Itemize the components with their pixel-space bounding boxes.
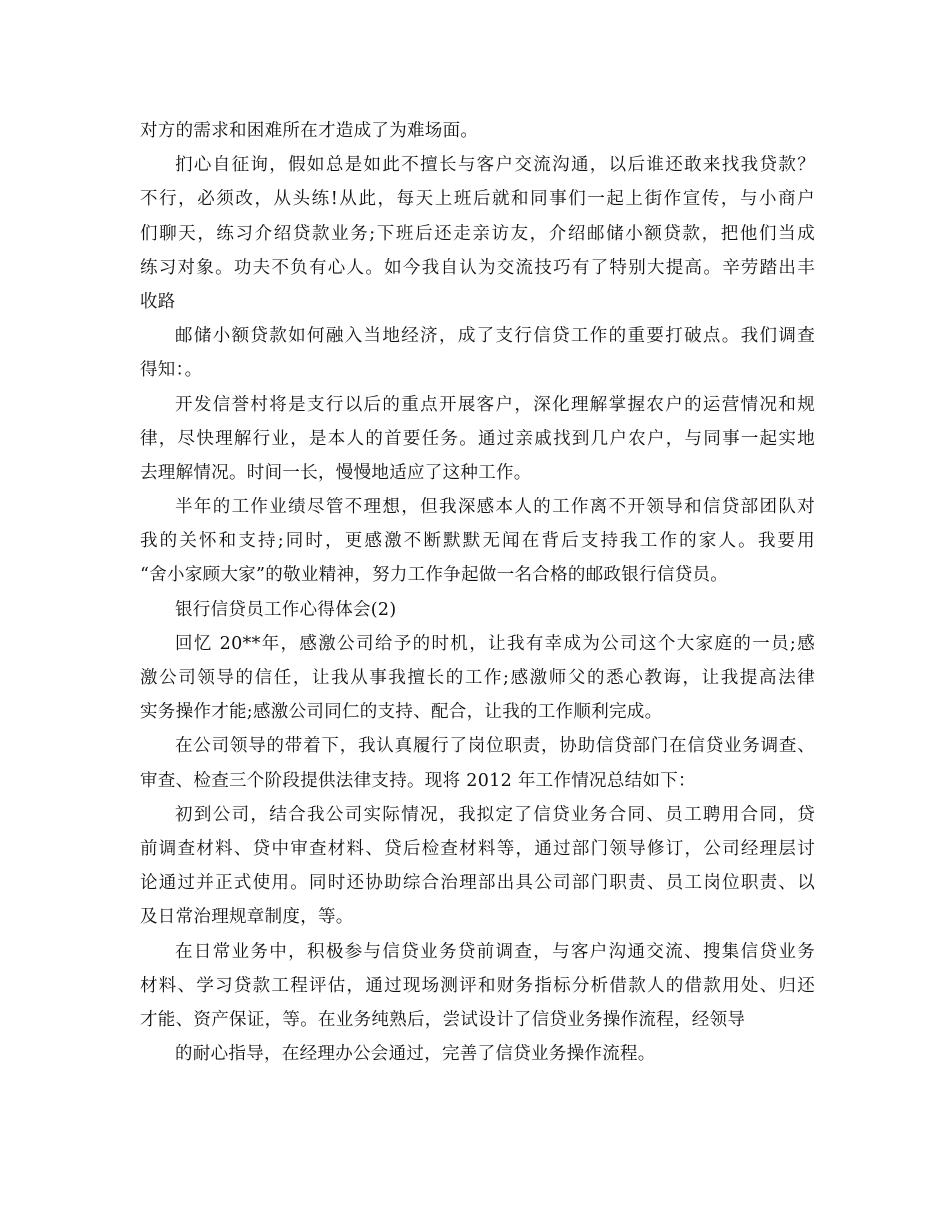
text-line: 审查、检查三个阶段提供法律支持。现将 2012 年工作情况总结如下： [140, 770, 696, 791]
text-line: 我的关怀和支持;同时，更感激不断默默无闻在背后支持我工作的家人。我要用 [140, 531, 815, 552]
text-line: 律，尽快理解行业，是本人的首要任务。通过亲戚找到几户农户，与同事一起实地 [140, 428, 815, 449]
text-line: 激公司领导的信任，让我从事我擅长的工作;感激师父的悉心教诲，让我提高法律 [140, 668, 815, 688]
text-line: 回忆 20**年，感激公司给予的时机，让我有幸成为公司这个大家庭的一员;感 [175, 633, 815, 654]
text-line: 在公司领导的带着下，我认真履行了岗位职责，协助信贷部门在信贷业务调查、 [175, 736, 815, 757]
text-line: 练习对象。功夫不负有心人。如今我自认为交流技巧有了特别大提高。辛劳踏出丰 [140, 257, 815, 278]
text-line: 论通过并正式使用。同时还协助综合治理部出具公司部门职责、员工岗位职责、以 [140, 873, 815, 894]
text-line: “舍小家顾大家”的敬业精神，努力工作争起做一名合格的邮政银行信贷员。 [140, 565, 729, 586]
text-line: 才能、资产保证，等。在业务纯熟后，尝试设计了信贷业务操作流程，经领导 [140, 1009, 746, 1030]
text-line: 实务操作才能;感激公司同仁的支持、配合，让我的工作顺利完成。 [140, 702, 663, 723]
text-line: 及日常治理规章制度，等。 [140, 907, 354, 928]
text-line: 银行信贷员工作心得体会(2) [175, 599, 397, 620]
text-line: 半年的工作业绩尽管不理想，但我深感本人的工作离不开领导和信贷部团队对 [175, 497, 815, 518]
text-line: 邮储小额贷款如何融入当地经济，成了支行信贷工作的重要打破点。我们调查 [175, 326, 815, 347]
text-line: 开发信誉村将是支行以后的重点开展客户，深化理解掌握农户的运营情况和规 [175, 394, 815, 415]
text-line: 在日常业务中，积极参与信贷业务贷前调查，与客户沟通交流、搜集信贷业务 [175, 941, 815, 962]
text-line: 得知：。 [140, 360, 203, 381]
text-line: 对方的需求和困难所在才造成了为难场面。 [140, 121, 479, 141]
text-line: 前调查材料、贷中审查材料、贷后检查材料等，通过部门领导修订，公司经理层讨 [140, 838, 815, 859]
text-line: 材料、学习贷款工程评估，通过现场测评和财务指标分析借款人的借款用处、归还 [140, 975, 815, 996]
text-line: 初到公司，结合我公司实际情况，我拟定了信贷业务合同、员工聘用合同，贷 [175, 804, 815, 825]
text-line: 不行，必须改，从头练!从此，每天上班后就和同事们一起上街作宣传，与小商户 [140, 189, 815, 210]
text-line: 的耐心指导，在经理办公会通过，完善了信贷业务操作流程。 [175, 1044, 656, 1065]
text-line: 收路 [140, 291, 176, 312]
document-body [140, 114, 815, 1071]
text-line: 扪心自征询，假如总是如此不擅长与客户交流沟通，以后谁还敢来找我贷款？ [175, 155, 815, 176]
text-line: 去理解情况。时间一长，慢慢地适应了这种工作。 [140, 462, 532, 483]
text-line: 们聊天，练习介绍贷款业务;下班后还走亲访友，介绍邮储小额贷款，把他们当成 [140, 223, 815, 244]
